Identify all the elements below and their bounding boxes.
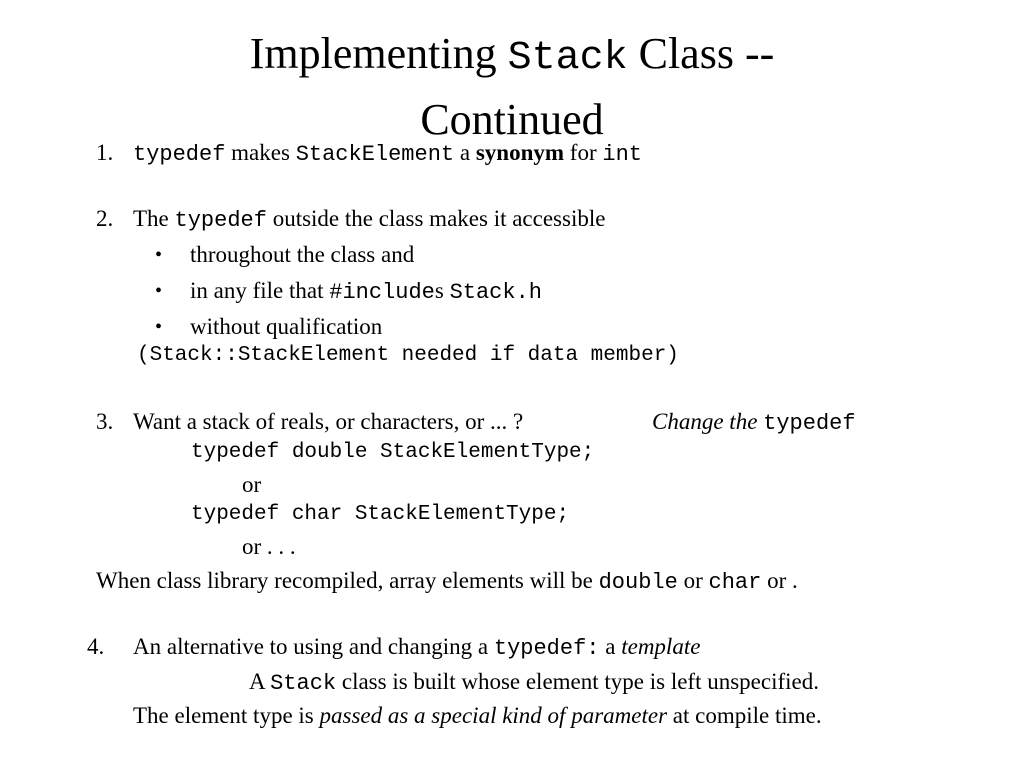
code-span: typedef:	[493, 636, 600, 661]
code-span: typedef	[174, 208, 267, 233]
code-span: double	[598, 570, 678, 595]
item3-hint: Change the typedef	[652, 409, 856, 436]
item-number: 2.	[96, 206, 114, 231]
title-text: Implementing	[249, 29, 508, 78]
or-text: or . . .	[242, 534, 296, 559]
code-span: StackElement	[295, 142, 455, 167]
title-code: Stack	[507, 36, 628, 81]
bullet-item: without qualification	[190, 314, 383, 339]
slide-title-line2: Continued	[420, 95, 604, 144]
code-line: typedef char StackElementType;	[191, 503, 570, 526]
bullet-icon: •	[155, 280, 163, 302]
italic-term: template	[621, 634, 701, 659]
code-line: typedef double StackElementType;	[191, 441, 595, 464]
item4-line3: The element type is passed as a special kind of parameter at compile time.	[133, 703, 822, 728]
code-span: Stack	[270, 671, 337, 696]
bullet-item: throughout the class and	[190, 242, 415, 267]
item-number: 3.	[96, 409, 114, 434]
item-number: 1.	[96, 140, 114, 165]
item1-text: typedef makes StackElement a synonym for int	[133, 140, 642, 167]
item-number: 4.	[87, 634, 105, 659]
bullet-icon: •	[155, 316, 163, 338]
slide-title	[0, 28, 1024, 85]
italic-term: passed as a special kind of parameter	[319, 703, 668, 728]
bullet-icon: •	[155, 244, 163, 266]
bold-term: synonym	[475, 140, 565, 165]
item3-text: Want a stack of reals, or characters, or ... ?	[133, 409, 524, 434]
recompile-line: When class library recompiled, array elements will be double or char or .	[96, 568, 798, 595]
code-span: char	[708, 570, 762, 595]
item4-line2: A Stack class is built whose element type is left unspecified.	[249, 669, 819, 696]
code-span: #include	[329, 280, 435, 305]
code-span: typedef	[133, 142, 226, 167]
bullet-item: in any file that #includes Stack.h	[190, 278, 542, 305]
or-text: or	[242, 472, 262, 497]
title-text-end: Class --	[627, 29, 775, 78]
code-span: int	[602, 142, 642, 167]
item4-text: An alternative to using and changing a typedef: a template	[133, 634, 701, 661]
code-span: Stack.h	[449, 280, 542, 305]
item2-text: The typedef outside the class makes it accessible	[133, 206, 606, 233]
code-span: typedef	[763, 411, 856, 436]
note-code: (Stack::StackElement needed if data member)	[137, 344, 679, 367]
